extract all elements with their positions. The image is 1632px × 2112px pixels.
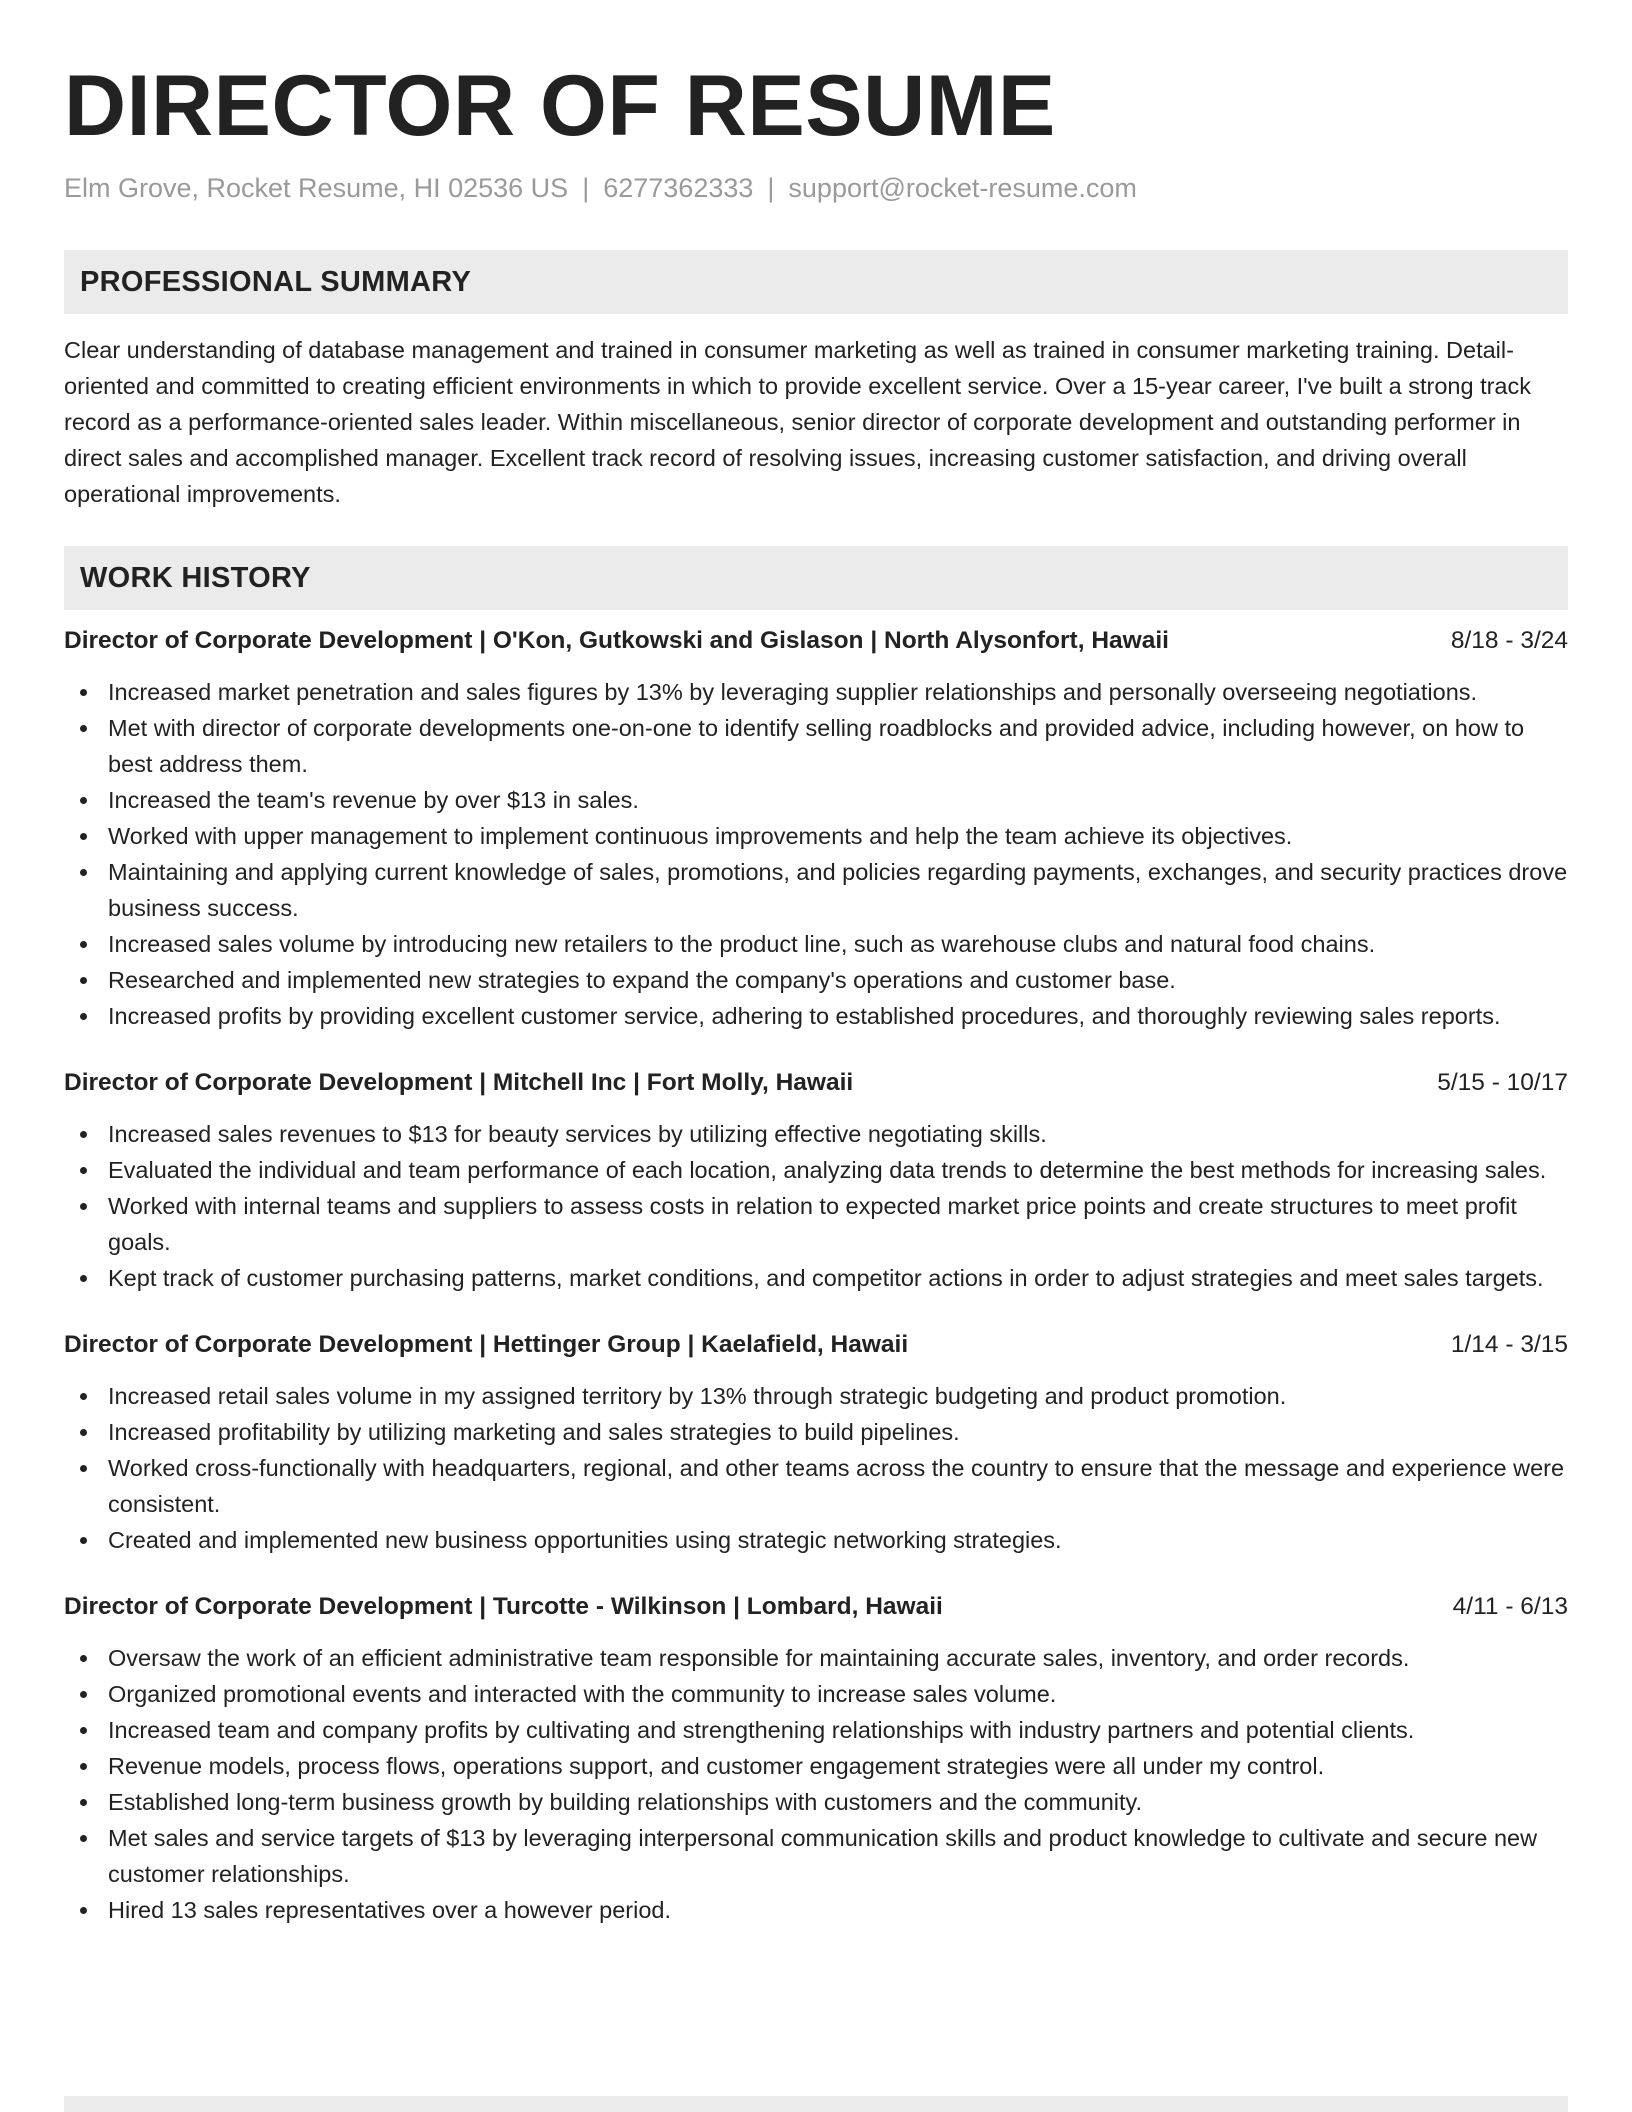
job-bullet: Evaluated the individual and team performance of each location, analyzing data trends to determine the best methods for increasing sales.: [108, 1152, 1568, 1188]
job-bullet: Created and implemented new business opportunities using strategic networking strategies.: [108, 1522, 1568, 1558]
job-bullet: Increased the team's revenue by over $13 in sales.: [108, 782, 1568, 818]
job-bullet: Increased profitability by utilizing marketing and sales strategies to build pipelines.: [108, 1414, 1568, 1450]
job-bullets: [64, 1378, 1568, 1558]
job-bullet: Hired 13 sales representatives over a however period.: [108, 1892, 1568, 1928]
job-header: [64, 624, 1568, 658]
contact-line: [64, 170, 1568, 206]
job-entry: [64, 1328, 1568, 1558]
job-bullet: Met sales and service targets of $13 by leveraging interpersonal communication skills and product knowledge to cultivate and secure new customer relationships.: [108, 1820, 1568, 1892]
job-title: Director of Corporate Development | Hettinger Group | Kaelafield, Hawaii: [64, 1331, 909, 1358]
job-header: [64, 1590, 1568, 1624]
contact-separator: |: [767, 173, 775, 203]
job-dates: 5/15 - 10/17: [1437, 1069, 1568, 1096]
summary-text: Clear understanding of database management and trained in consumer marketing as well as trained in consumer marketing training. Detail-oriented and committed to creating efficient environments in which to provide excellent service. Over a 15-year career, I've built a strong track record as a performance-oriented sales leader. Within miscellaneous, senior director of corporate development and outstanding performer in direct sales and accomplished manager. Excellent track record of resolving issues, increasing customer satisfaction, and driving overall operational improvements.: [64, 337, 1531, 507]
next-section-heading-bar: [64, 2096, 1568, 2112]
job-bullet: Established long-term business growth by building relationships with customers and the community.: [108, 1784, 1568, 1820]
job-bullet: Revenue models, process flows, operations support, and customer engagement strategies were all under my control.: [108, 1748, 1568, 1784]
job-bullet: Increased sales volume by introducing new retailers to the product line, such as warehouse clubs and natural food chains.: [108, 926, 1568, 962]
job-bullet: Maintaining and applying current knowledge of sales, promotions, and policies regarding payments, exchanges, and security practices drove business success.: [108, 854, 1568, 926]
job-dates: 1/14 - 3/15: [1450, 1331, 1568, 1358]
job-title: Director of Corporate Development | Mitchell Inc | Fort Molly, Hawaii: [64, 1069, 854, 1096]
job-bullet: Increased sales revenues to $13 for beauty services by utilizing effective negotiating skills.: [108, 1116, 1568, 1152]
job-bullet: Kept track of customer purchasing patterns, market conditions, and competitor actions in order to adjust strategies and meet sales targets.: [108, 1260, 1568, 1296]
resume-name: DIRECTOR OF RESUME: [64, 58, 1056, 154]
job-dates: 4/11 - 6/13: [1452, 1593, 1568, 1620]
job-bullet: Met with director of corporate developments one-on-one to identify selling roadblocks and provided advice, including however, on how to best address them.: [108, 710, 1568, 782]
contact-separator: |: [582, 173, 590, 203]
job-bullet: Increased market penetration and sales figures by 13% by leveraging supplier relationships and personally overseeing negotiations.: [108, 674, 1568, 710]
job-title: Director of Corporate Development | O'Kon, Gutkowski and Gislason | North Alysonfort, Hawaii: [64, 627, 1169, 654]
contact-email: support@rocket-resume.com: [788, 173, 1137, 203]
job-title: Director of Corporate Development | Turcotte - Wilkinson | Lombard, Hawaii: [64, 1593, 943, 1620]
job-dates: 8/18 - 3/24: [1450, 627, 1568, 654]
job-bullets: [64, 674, 1568, 1034]
job-bullets: [64, 1116, 1568, 1296]
job-header: [64, 1328, 1568, 1362]
job-header: [64, 1066, 1568, 1100]
job-bullet: Worked with upper management to implement continuous improvements and help the team achieve its objectives.: [108, 818, 1568, 854]
job-entry: [64, 1066, 1568, 1296]
contact-address: Elm Grove, Rocket Resume, HI 02536 US: [64, 173, 569, 203]
job-bullet: Oversaw the work of an efficient administrative team responsible for maintaining accurate sales, inventory, and order records.: [108, 1640, 1568, 1676]
job-bullet: Increased retail sales volume in my assigned territory by 13% through strategic budgeting and product promotion.: [108, 1378, 1568, 1414]
job-bullet: Worked with internal teams and suppliers to assess costs in relation to expected market price points and create structures to meet profit goals.: [108, 1188, 1568, 1260]
job-bullet: Increased profits by providing excellent customer service, adhering to established procedures, and thoroughly reviewing sales reports.: [108, 998, 1568, 1034]
job-bullet: Worked cross-functionally with headquarters, regional, and other teams across the country to ensure that the message and experience were consistent.: [108, 1450, 1568, 1522]
job-bullet: Organized promotional events and interacted with the community to increase sales volume.: [108, 1676, 1568, 1712]
job-entry: [64, 624, 1568, 1034]
job-bullets: [64, 1640, 1568, 1928]
job-bullet: Increased team and company profits by cultivating and strengthening relationships with industry partners and potential clients.: [108, 1712, 1568, 1748]
contact-phone: 6277362333: [603, 173, 754, 203]
summary-heading: PROFESSIONAL SUMMARY: [64, 250, 1568, 314]
job-entry: [64, 1590, 1568, 1928]
job-bullet: Researched and implemented new strategies to expand the company's operations and customer base.: [108, 962, 1568, 998]
work-history-heading: WORK HISTORY: [64, 546, 1568, 610]
resume-page: [64, 0, 1568, 1928]
